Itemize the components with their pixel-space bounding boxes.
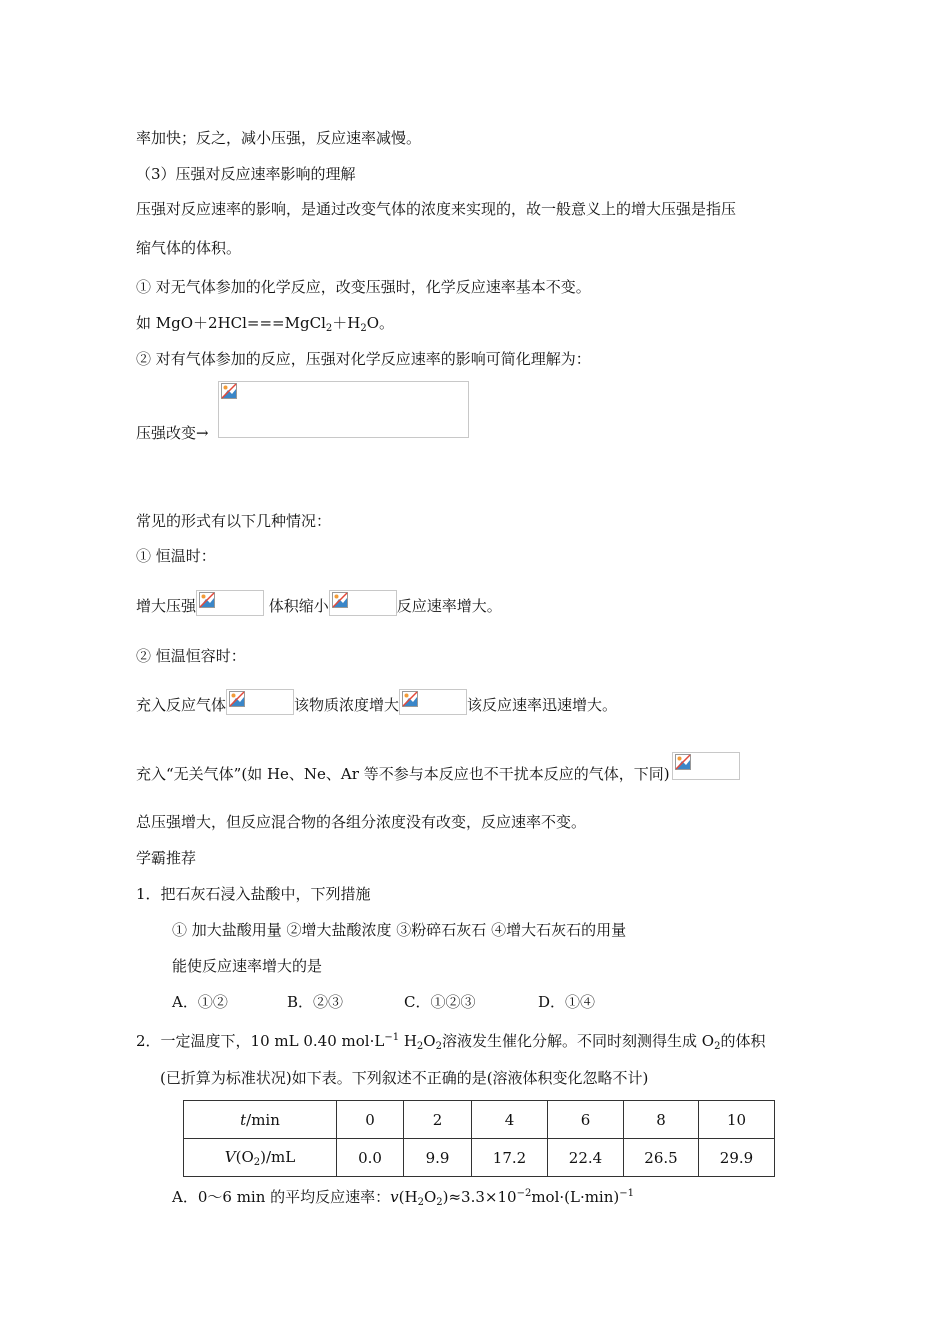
text-line: 充入“无关气体”(如 He、Ne、Ar 等不参与本反应也不干扰本反应的气体，下同) [136,756,740,784]
text-line: 充入反应气体 该物质浓度增大 该反应速率迅速增大。 [136,689,617,715]
section-heading: （3）压强对反应速率影响的理解 [136,165,356,183]
broken-image-icon [675,754,691,770]
section-heading: 学霸推荐 [136,849,197,867]
equation-line: 如 $MgO+2HCl===MgCl_2+H_2O$。 [136,314,395,334]
option-a: A．①② [172,993,228,1011]
table-cell: 29.9 [699,1139,775,1177]
broken-image-icon [229,691,245,707]
table-cell: 2 [404,1101,472,1139]
table-cell: 8 [624,1101,699,1139]
table-cell: 22.4 [548,1139,624,1177]
image-placeholder [672,752,740,780]
text-line: 总压强增大，但反应混合物的各组分浓度没有改变，反应速率不变。 [136,813,587,831]
text-line: ② 恒温恒容时： [136,647,246,665]
text-line: 压强对反应速率的影响，是通过改变气体的浓度来实现的，故一般意义上的增大压强是指压 [136,200,737,218]
table-row [184,1101,775,1139]
text-line: 率加快；反之，减小压强，反应速率减慢。 [136,129,422,147]
text-line: ② 对有气体参加的反应，压强对化学反应速率的影响可简化理解为： [136,350,591,368]
text-line: 缩气体的体积。 [136,239,242,257]
text-line: 常见的形式有以下几种情况： [136,512,332,530]
option-b: B．②③ [287,993,344,1011]
table-header-cell: t/min [184,1101,337,1139]
question-ask: 能使反应速率增大的是 [172,957,323,975]
text-line: 增大压强 体积缩小 反应速率增大。 [136,590,502,616]
option-c: C．①②③ [404,993,476,1011]
text-line: 压强改变→ [136,424,209,442]
broken-image-icon [221,383,237,399]
question-stem-cont: (已折算为标准状况)如下表。下列叙述不正确的是(溶液体积变化忽略不计) [160,1069,649,1087]
text-line: ① 对无气体参加的化学反应，改变压强时，化学反应速率基本不变。 [136,278,591,296]
table-cell: 0 [337,1101,404,1139]
image-placeholder [329,590,397,616]
table-cell: 17.2 [472,1139,548,1177]
image-placeholder [218,381,469,438]
image-placeholder [399,689,467,715]
image-placeholder [226,689,294,715]
broken-image-icon [199,592,215,608]
table-row [184,1139,775,1177]
text-line: ① 恒温时： [136,547,216,565]
table-header-cell: $V(O_2)/mL$ [184,1139,337,1177]
broken-image-icon [332,592,348,608]
question-stem: 1．把石灰石浸入盐酸中，下列措施 [136,885,371,903]
question-measures: ① 加大盐酸用量 ②增大盐酸浓度 ③粉碎石灰石 ④增大石灰石的用量 [172,921,627,939]
table-cell: 6 [548,1101,624,1139]
broken-image-icon [402,691,418,707]
table-cell: 26.5 [624,1139,699,1177]
table-cell: 9.9 [404,1139,472,1177]
data-table [183,1100,775,1177]
image-placeholder [196,590,264,616]
option-d: D．①④ [538,993,596,1011]
table-cell: 4 [472,1101,548,1139]
answer-options [172,992,595,1012]
table-cell: 0.0 [337,1139,404,1177]
question-stem: 2．一定温度下，10 mL 0.40 $mol\cdot L^{-1}$ $H_2O_2$溶液发生催化分解。不同时刻测得生成 $O_2$的体积 [136,1032,766,1052]
table-cell: 10 [699,1101,775,1139]
answer-option-a: A．0～6 min 的平均反应速率：$v(H_2O_2)\approx 3.3\times 10^{-2}mol\cdot(L\cdot\min)^{-1}$ [172,1188,634,1208]
